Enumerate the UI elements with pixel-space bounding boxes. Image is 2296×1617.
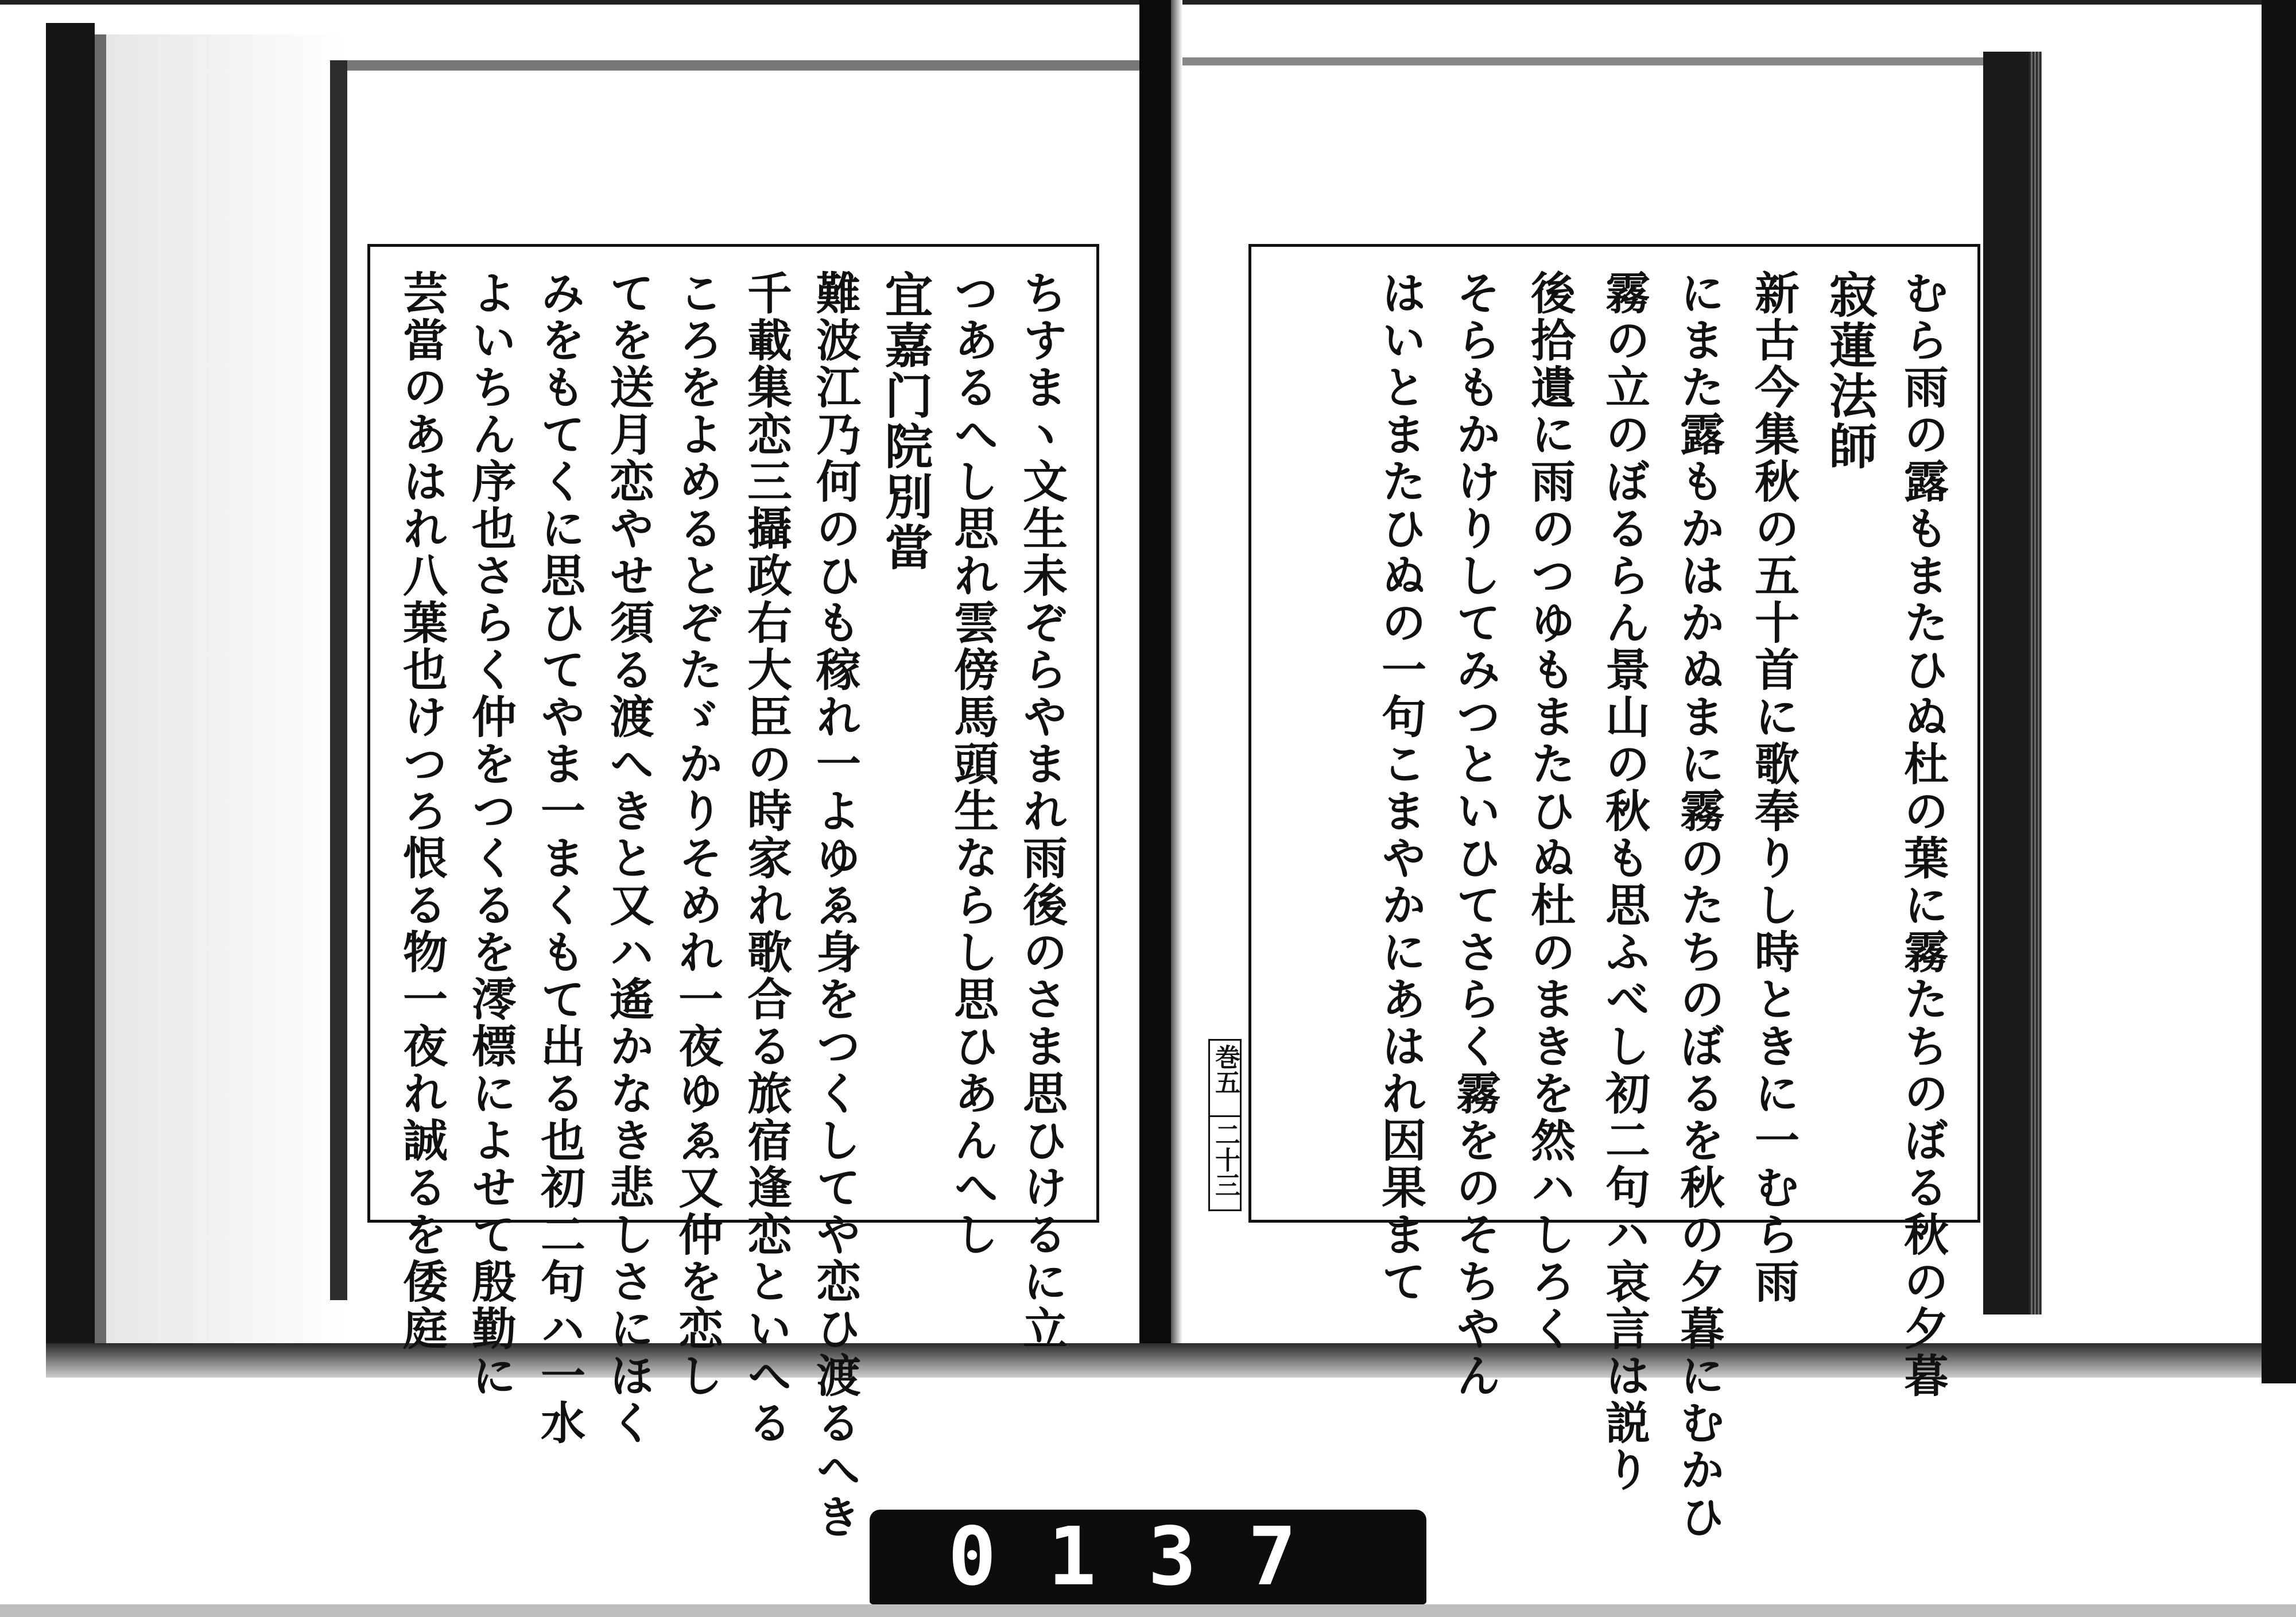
text-column: 芸當のあはれ八葉也けつろ恨る物一夜れ誠るを倭庭 xyxy=(395,270,448,1352)
left-page-side-edge xyxy=(330,60,347,1300)
volume-label: 巻五 xyxy=(1211,1044,1240,1095)
right-page-frame xyxy=(1248,244,1980,1541)
text-column: 後拾遺に雨のつゆもまたひぬ杜のまきを然ハしろく xyxy=(1523,270,1576,1352)
text-column: よいちん序也さらく仲をつくるを澪標によせて殷勤に xyxy=(464,270,517,1399)
frame-counter: 0137 xyxy=(948,1510,1348,1604)
text-column: みをもてくに思ひてやま一まくもて出る也初二句ハ一水 xyxy=(533,270,585,1447)
right-page-thickness xyxy=(1983,52,2029,1314)
text-column: ころをよめるとぞたゞかりそめれ一夜ゆゑ又仲を恋し xyxy=(671,270,723,1399)
gutter-shadow xyxy=(1171,0,1182,1378)
poem-column: むら雨の露もまたひぬ杜の葉に霧たちのぼる秋の夕暮 xyxy=(1896,270,1949,1399)
text-column: 千載集恋三攝政右大臣の時家れ歌合る旅宿逢恋といへる xyxy=(740,270,792,1447)
text-column: にまた露もかはかぬまに霧のたちのぼるを秋の夕暮にむかひ xyxy=(1673,270,1725,1541)
page-number-label: 二十三 xyxy=(1210,1115,1240,1197)
left-book-edge xyxy=(46,23,95,1366)
book-gutter xyxy=(1139,0,1171,1378)
right-scan-border xyxy=(2262,0,2296,1383)
right-page-top-edge xyxy=(1182,57,1986,65)
author-heading: 宜嘉门院別當 xyxy=(877,270,934,573)
fore-edge-label xyxy=(1208,1039,1242,1211)
left-page-top-edge xyxy=(330,60,1139,71)
text-column: つあるへし思れ雲傍馬頭生ならし思ひあんへし xyxy=(947,270,999,1258)
text-column: 霧の立のぼるらん景山の秋も思ふべし初二句ハ哀言は説り xyxy=(1598,270,1650,1494)
text-column: はいとまたひぬの一句こまやかにあはれ因果まて xyxy=(1374,270,1426,1305)
right-page-fore-edge xyxy=(2029,52,2042,1314)
text-column: ちすまヽ文生未ぞらやまれ雨後のさま思ひけるに立 xyxy=(1015,270,1068,1352)
left-page-shade xyxy=(106,34,347,1343)
bottom-border xyxy=(0,1604,2296,1617)
poem-column: 難波江乃何のひも稼れ一よゆゑ身をつくしてや恋ひ渡るへき xyxy=(809,270,861,1541)
left-page-frame xyxy=(367,244,1099,1541)
text-column: 新古今集秋の五十首に歌奉りし時ときに一むら雨 xyxy=(1747,270,1799,1305)
text-column: てを送月恋やせ須る渡へきと又ハ遙かなき悲しさにほく xyxy=(602,270,654,1447)
text-column: そらもかけりしてみつといひてさらく霧をのそちやん xyxy=(1449,270,1501,1399)
left-book-edge-inner xyxy=(95,34,106,1355)
author-heading: 寂蓮法師 xyxy=(1821,270,1878,472)
